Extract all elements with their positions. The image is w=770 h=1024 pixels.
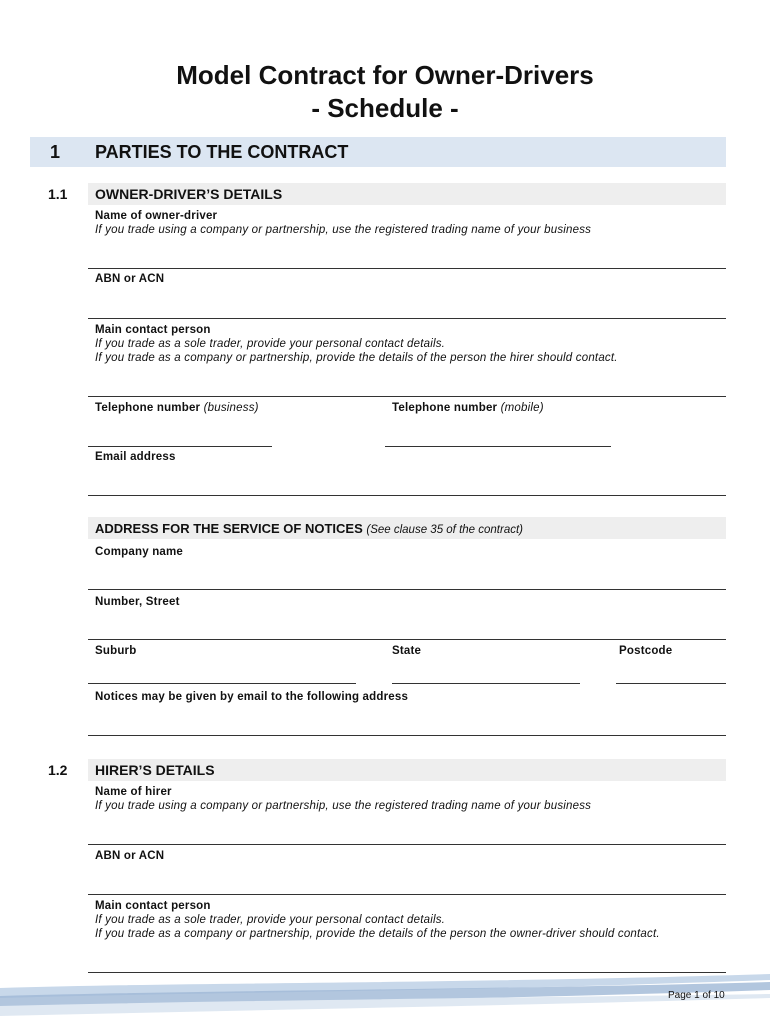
hirer-contact-hint-1: If you trade as a sole trader, provide your personal contact details. — [95, 914, 446, 926]
section-1-title: PARTIES TO THE CONTRACT — [95, 142, 349, 162]
owner-driver-contact-label: Main contact person — [95, 324, 211, 336]
hirer-abn-label: ABN or ACN — [95, 850, 165, 862]
owner-driver-contact-hint-1: If you trade as a sole trader, provide your personal contact details. — [95, 338, 446, 350]
document-subtitle: - Schedule - — [311, 93, 459, 123]
page-number: Page 1 of 10 — [668, 990, 725, 1001]
hirer-contact-label: Main contact person — [95, 900, 211, 912]
section-1-number: 1 — [50, 142, 61, 162]
state-field[interactable] — [392, 683, 580, 684]
hirer-abn-field[interactable] — [88, 894, 726, 895]
subsection-1-1-title: OWNER-DRIVER’S DETAILS — [95, 186, 283, 202]
owner-driver-contact-field[interactable] — [88, 396, 726, 397]
owner-driver-abn-field[interactable] — [88, 318, 726, 319]
footer-swoosh-graphic — [0, 968, 770, 1024]
hirer-name-field[interactable] — [88, 844, 726, 845]
phone-business-field[interactable] — [88, 446, 272, 447]
document-title: Model Contract for Owner-Drivers — [176, 60, 594, 90]
suburb-field[interactable] — [88, 683, 356, 684]
subsection-1-2-number: 1.2 — [48, 762, 68, 778]
street-label: Number, Street — [95, 596, 180, 608]
phone-mobile-label: Telephone number (mobile) — [392, 402, 544, 414]
hirer-contact-hint-2: If you trade as a company or partnership, provide the details of the person the owner-driver should contact. — [95, 928, 660, 940]
owner-driver-contact-hint-2: If you trade as a company or partnership, provide the details of the person the hirer should contact. — [95, 352, 618, 364]
postcode-label: Postcode — [619, 645, 673, 657]
suburb-label: Suburb — [95, 645, 137, 657]
email-address-field[interactable] — [88, 495, 726, 496]
hirer-name-hint: If you trade using a company or partnership, use the registered trading name of your business — [95, 800, 592, 812]
owner-driver-name-label: Name of owner-driver — [95, 210, 218, 222]
subsection-1-1-number: 1.1 — [48, 186, 68, 202]
owner-driver-abn-label: ABN or ACN — [95, 273, 165, 285]
company-name-label: Company name — [95, 546, 184, 558]
phone-business-label: Telephone number (business) — [95, 402, 259, 414]
notices-title: ADDRESS FOR THE SERVICE OF NOTICES (See clause 35 of the contract) — [95, 521, 523, 536]
owner-driver-name-field[interactable] — [88, 268, 726, 269]
state-label: State — [392, 645, 422, 657]
postcode-field[interactable] — [616, 683, 726, 684]
subsection-1-2-title: HIRER’S DETAILS — [95, 762, 215, 778]
owner-driver-name-hint: If you trade using a company or partnership, use the registered trading name of your business — [95, 224, 592, 236]
hirer-name-label: Name of hirer — [95, 786, 172, 798]
street-field[interactable] — [88, 639, 726, 640]
phone-mobile-field[interactable] — [385, 446, 611, 447]
company-name-field[interactable] — [88, 589, 726, 590]
notices-email-field[interactable] — [88, 735, 726, 736]
notices-email-label: Notices may be given by email to the following address — [95, 691, 409, 703]
email-address-label: Email address — [95, 451, 176, 463]
